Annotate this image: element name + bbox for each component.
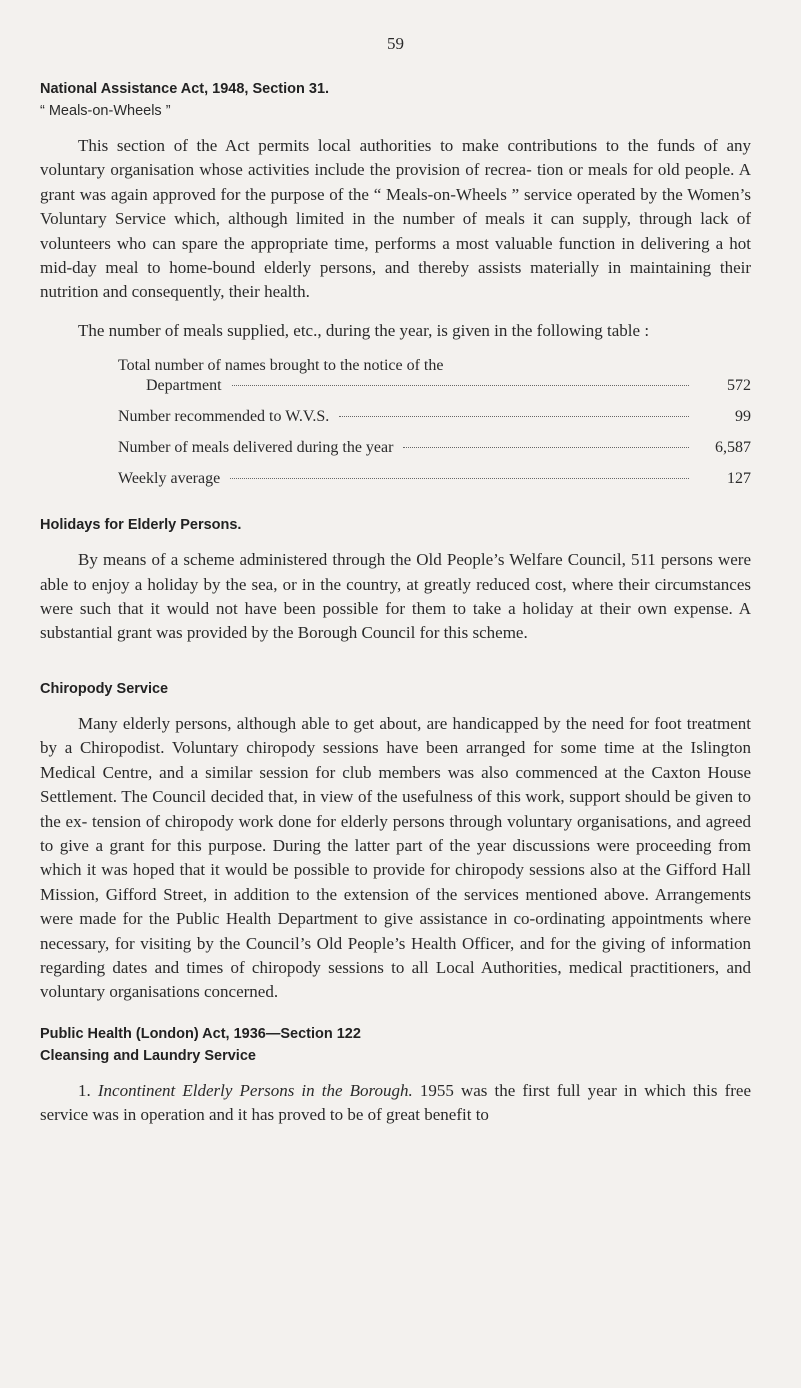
table-row-label: Total number of names brought to the notice of the [118,357,444,375]
section-meals-on-wheels [40,78,751,488]
paragraph: Many elderly persons, although able to get about, are handicapped by the need for foot treatment by a Chiropodist. Voluntary chiropody sessions have been arranged for some time at the Islington Medical Centre, and a similar session for club members was also commenced at the Caxton House Settlement. The Council decided that, in view of the usefulness of this work, support should be given to the ex- tension of chiropody work done for elderly persons through voluntary organisations, and agreed to give a grant for this purpose. During the latter part of the year discussions were proceeding from which it was hoped that it would be possible to provide for chiropody sessions also at the Gifford Hall Mission, Gifford Street, in addition to the extension of the services mentioned above. Arrangements were made for the Public Health Department to give assistance in co-ordinating appointments where necessary, for visiting by the Council’s Old People’s Health Officer, and for the giving of information regarding dates and times of chiropody sessions to all Local Authorities, medical practitioners, and voluntary organisations concerned. [40,713,751,1002]
table-row [118,439,751,457]
table-row-label: Department [146,377,222,395]
paragraph: By means of a scheme administered through the Old People’s Welfare Council, 511 persons were able to enjoy a holiday by the sea, or in the country, at greatly reduced cost, where their circumstances were such that it would not have been possible for them to take a holiday at their own expense. A substantial grant was provided by the Borough Council for this scheme. [40,550,751,643]
table-row-label: Weekly average [118,470,221,488]
dot-leader [339,416,689,417]
page-number: 59 [387,34,404,53]
paragraph: This section of the Act permits local authorities to make contributions to the funds of any voluntary organisation whose activities include the provision of recrea- tion or meals for old people. A grant was again approved for the purpose of the “ Meals-on-Wheels ” service operated by the Women’s Voluntary Service which, although limited in the number of meals it can supply, through lack of volunteers who can spare the appropriate time, performs a most valuable function in delivering a hot mid-day meal to home-bound elderly persons, and thereby assists materially in maintaining their nutrition and consequently, their health. [40,136,751,302]
paragraph [40,1079,751,1128]
table-row [118,377,751,395]
dot-leader [230,478,689,479]
item-text: 1955 was the first full year in which this free service was in operation and it has proved to be of great benefit to [40,1080,751,1125]
table-row-value: 99 [735,408,751,426]
section-chiropody [40,678,751,1005]
section-subheading: “ Meals-on-Wheels ” [40,103,171,119]
meals-table [40,357,751,488]
section-heading: Chiropody Service [40,680,169,697]
section-heading: Public Health (London) Act, 1936—Section 122 [40,1025,361,1042]
section-heading: Holidays for Elderly Persons. [40,517,242,534]
table-row-label: Number recommended to W.V.S. [118,408,330,426]
section-holidays [40,514,751,646]
table-row-value: 6,587 [715,439,751,457]
table-row [118,408,751,426]
section-subheading: Cleansing and Laundry Service [40,1047,256,1064]
dot-leader [232,385,689,386]
table-row-value: 127 [727,470,751,488]
section-public-health [40,1023,751,1128]
table-row-label: Number of meals delivered during the year [118,439,394,457]
paragraph: The number of meals supplied, etc., during the year, is given in the following table : [78,320,650,340]
section-heading: National Assistance Act, 1948, Section 31. [40,81,330,97]
item-number: 1. [78,1080,91,1100]
item-title: Incontinent Elderly Persons in the Borough. [97,1080,413,1100]
dot-leader [403,447,689,448]
table-row [118,357,751,375]
table-row [118,470,751,488]
table-row-value: 572 [727,377,751,395]
